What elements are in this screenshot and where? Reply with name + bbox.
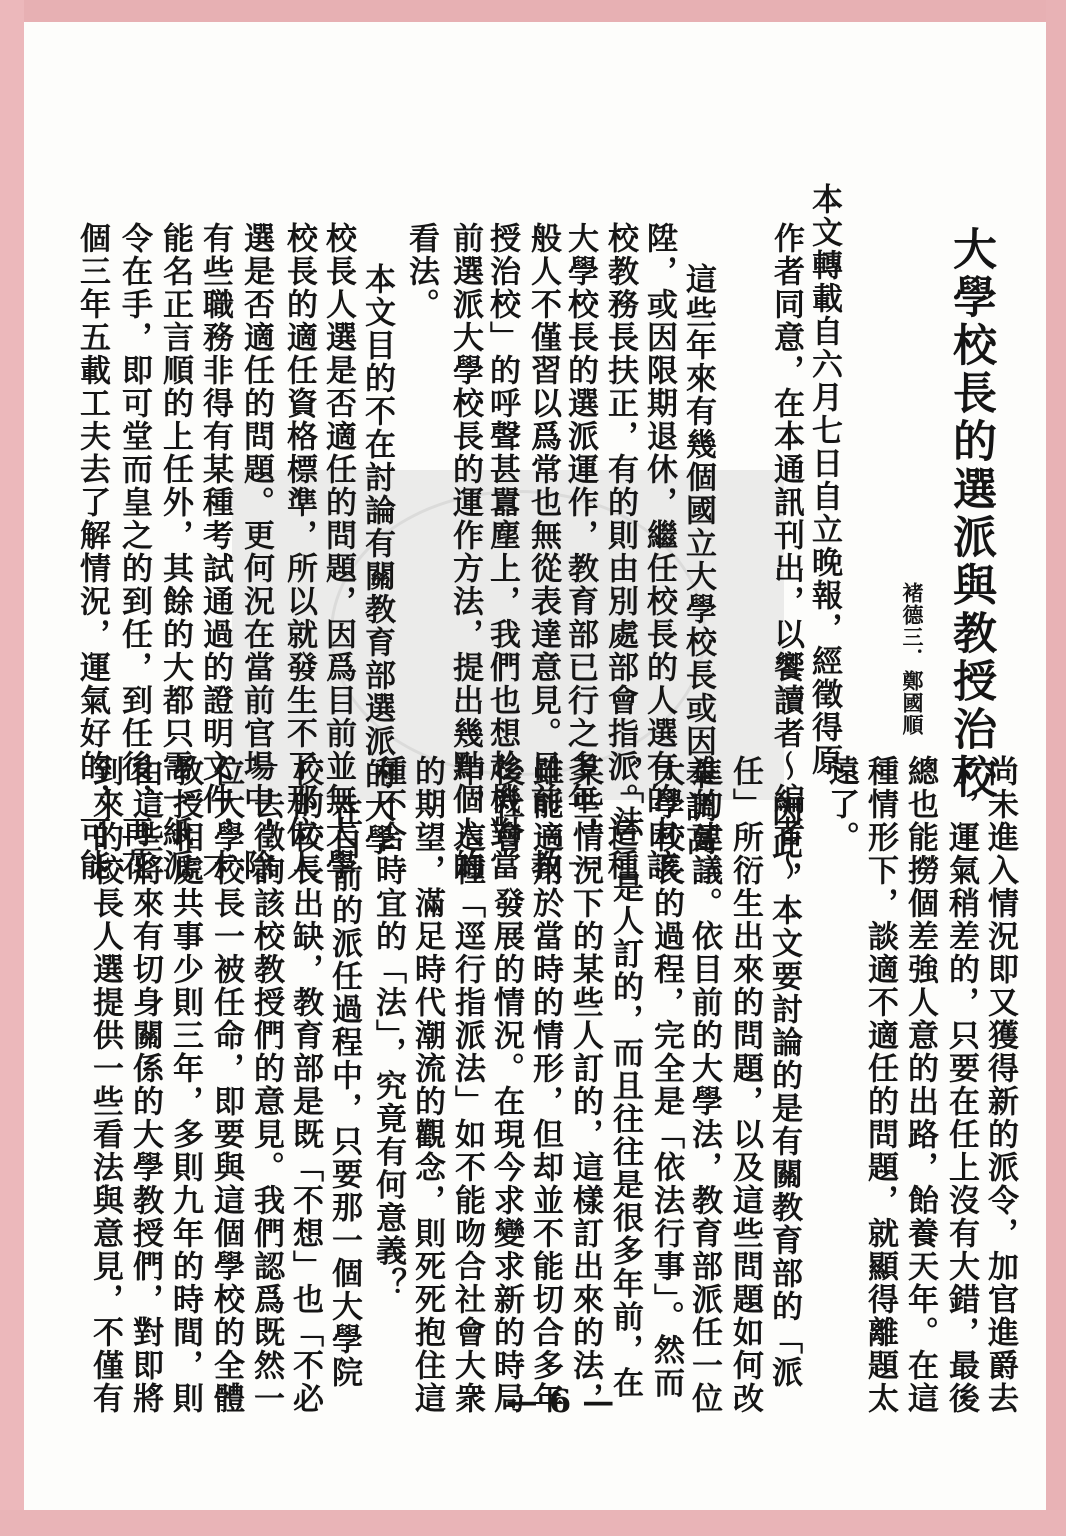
article-authors: 褚德三．鄭國順	[900, 582, 925, 736]
upper-text-column: 大學校長的選派運作，教育部已行之多年，一	[562, 222, 598, 882]
lower-text-column: ，「法」是人訂的，而且往往是很多年前，在	[607, 755, 643, 1400]
lower-text-column: 某些情況下的某些人訂的，這樣訂出來的法，	[567, 755, 603, 1415]
upper-text-column: 般人不僅習以爲常也無從表達意見。目前「教	[525, 222, 561, 882]
lower-text-column: 中，這種「逕行指派法」如不能吻合社會大衆	[449, 755, 485, 1415]
upper-text-column: 校長的適任資格標準，所以就發生不了那位人	[281, 222, 317, 882]
upper-text-column: 選是否適任的問題。更何況在當前官場中，除	[238, 222, 274, 882]
lower-text-column: 因此，本文要討論的是有關教育部的「派	[766, 795, 802, 1389]
upper-text-column: 本文轉載自六月七日自立晚報，經徵得原	[806, 183, 842, 777]
upper-text-column: 陞，或因限期退休，繼任校長的人選有的由該	[641, 222, 677, 882]
lower-text-column: 的期望，滿足時代潮流的觀念，則死死抱住這	[409, 755, 445, 1415]
upper-text-column: 校教務長扶正，有的則由別處部會指派。這種	[602, 222, 638, 882]
upper-text-column: 能名正言順的上任外，其餘的大都只需一紙派	[157, 222, 193, 882]
lower-text-column: 校的校長出缺，教育部是既「不想」也「不必	[287, 755, 323, 1415]
upper-text-column: 個三年五載工夫去了解情況，運氣好的，可能	[74, 222, 110, 882]
upper-text-column: 授治校」的呼聲甚囂塵上，我們也想趁機對當	[484, 222, 520, 882]
lower-text-column: 種情形下，談適不適任的問題，就顯得離題太	[862, 755, 898, 1415]
lower-text-column: 位大學校長一被任命，即要與這個學校的全體	[208, 755, 244, 1415]
lower-text-column: 」去徵詢該校教授們的意見。我們認爲既然一	[248, 755, 284, 1415]
upper-text-column: 校長人選是否適任的問題，因爲目前並無大學	[320, 222, 356, 882]
lower-text-column: 教授相處共事少則三年，多則九年的時間，則	[167, 755, 203, 1415]
upper-text-column: 前選派大學校長的運作方法，提出幾點個人的	[447, 222, 483, 882]
lower-text-column: 後社會 發展的情況。在現今求變求新的時局	[488, 755, 524, 1415]
upper-text-column: 本文目的不在討論有關教育部選派的大學	[359, 263, 395, 857]
lower-text-column: 由這些將來有切身關係的大學教授們，對即將	[127, 755, 163, 1415]
lower-text-column: 了，運氣稍差的，只要在任上沒有大錯，最後	[943, 755, 979, 1415]
lower-text-column: 總也能撈個差強人意的出路，飴養天年。在這	[902, 755, 938, 1415]
lower-text-column: 到來的校長人選提供一些看法與意見，不僅有	[87, 755, 123, 1415]
page-border-top	[0, 0, 1066, 22]
upper-text-column: 看法。	[403, 222, 439, 321]
page-border-bottom	[0, 1510, 1066, 1536]
lower-text-column: 大學校長的過程，完全是「依法行事」。然而	[648, 755, 684, 1400]
page-border-left	[0, 0, 24, 1536]
upper-text-column: 令在手，即可堂而皇之的到任，到任後，再花	[116, 222, 152, 882]
page-border-right	[1046, 0, 1066, 1536]
lower-text-column: 尚未進入情況即又獲得新的派令，加官進爵去	[982, 755, 1018, 1415]
article-title: 大學校長的選派與教授治校	[945, 226, 996, 802]
lower-text-column: 種不合時宜的「法」，究竟有何意義？	[370, 755, 406, 1301]
lower-text-column: 遠了。	[823, 755, 859, 854]
upper-text-column: 這些年來有幾個國立大學校長或因奉調高	[680, 263, 716, 857]
lower-text-column: 任」所衍生出來的問題，以及這些問題如何改	[727, 755, 763, 1415]
lower-text-column: 在目前的派任過程中，只要那一個大學院	[326, 795, 362, 1389]
page-number: — 6 —	[505, 1382, 615, 1420]
lower-text-column: 進的建議。依目前的大學法，教育部派任一位	[686, 755, 722, 1415]
upper-text-column: 有些職務非得有某種考試通過的證明文件，才	[197, 222, 233, 882]
upper-text-column: 作者同意，在本通訊刊出，以饗讀者〜編者〜	[768, 222, 804, 882]
lower-text-column: 雖能適用於當時的情形，但却並不能切合多年	[527, 755, 563, 1415]
